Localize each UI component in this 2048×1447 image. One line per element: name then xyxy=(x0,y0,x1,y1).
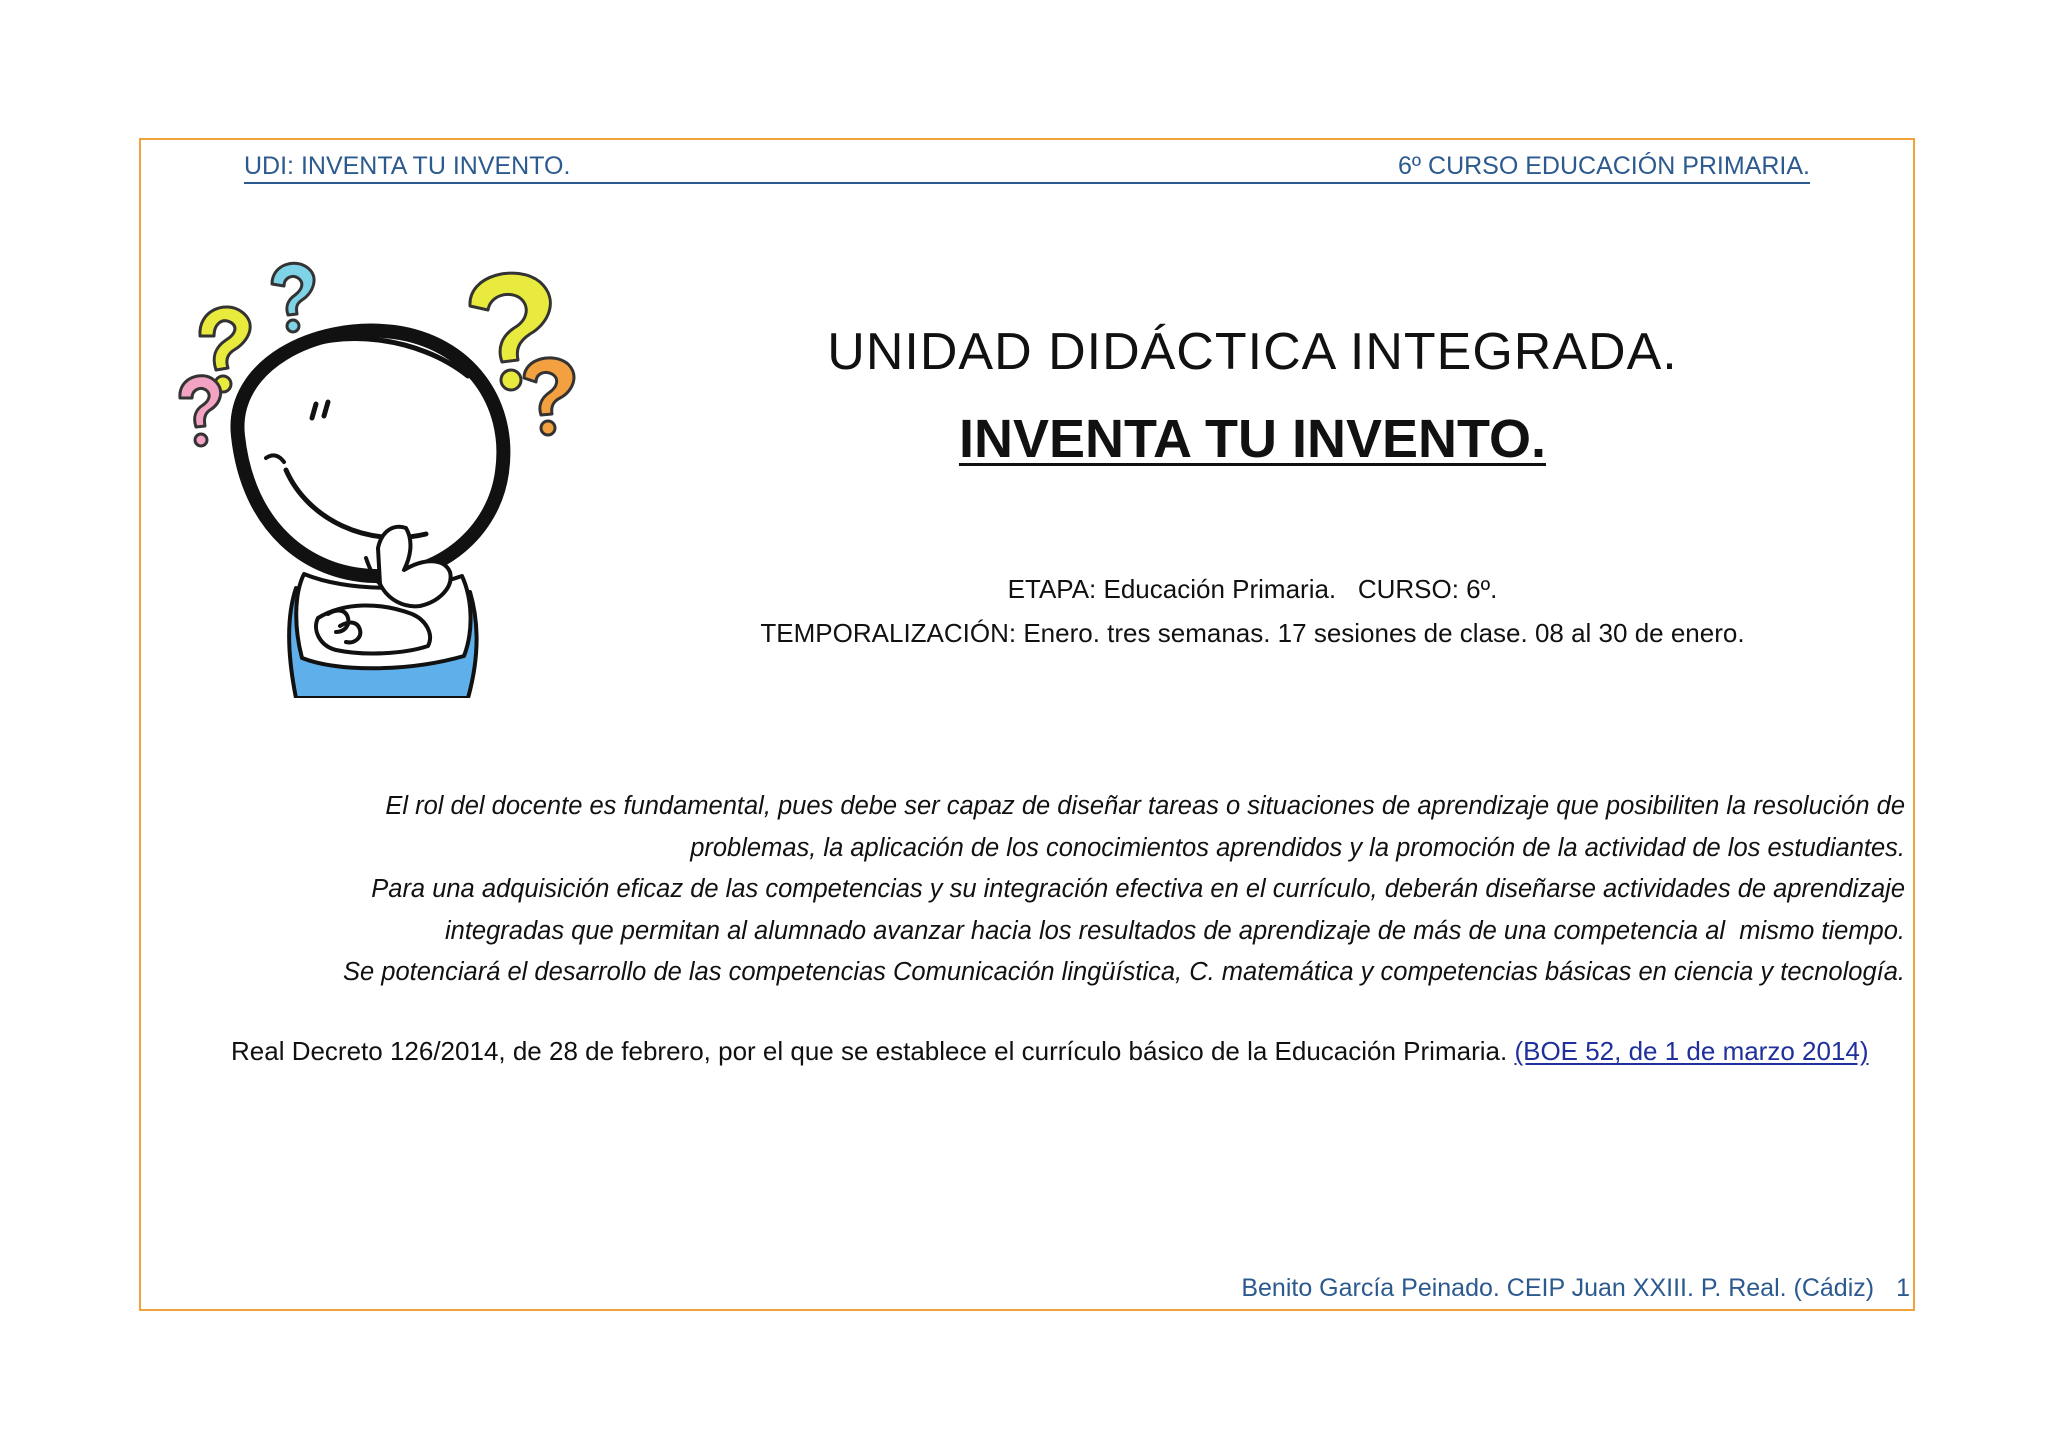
footer-author: Benito García Peinado. CEIP Juan XXIII. P. Real. (Cádiz) xyxy=(1241,1274,1875,1302)
decree-text: Real Decreto 126/2014, de 28 de febrero, por el que se establece el currículo básico de la Educación Primaria. xyxy=(231,1036,1508,1066)
header-unit-title: UDI: INVENTA TU INVENTO. xyxy=(244,152,571,180)
page-header xyxy=(244,150,1810,184)
body-line: El rol del docente es fundamental, pues debe ser capaz de diseñar tareas o situaciones de aprendizaje que posibiliten la resolución de xyxy=(385,792,1905,820)
question-mark-cyan-icon xyxy=(272,263,314,332)
document-subtitle: INVENTA TU INVENTO. xyxy=(958,409,1547,469)
boe-link[interactable]: (BOE 52, de 1 de marzo 2014) xyxy=(1514,1036,1869,1066)
body-line: Se potenciará el desarrollo de las competencias Comunicación lingüística, C. matemática y competencias básicas en ciencia y tecnología. xyxy=(343,958,1905,986)
teacher-role-paragraph xyxy=(265,786,1905,994)
question-mark-orange-icon xyxy=(524,358,574,435)
body-line: Para una adquisición eficaz de las competencias y su integración efectiva en el currículo, deberán diseñarse actividades de aprendizaje xyxy=(371,875,1905,903)
decree-reference xyxy=(231,1036,1869,1067)
page-footer xyxy=(1241,1274,1910,1303)
document-main-title: UNIDAD DIDÁCTICA INTEGRADA. xyxy=(827,323,1678,381)
body-line: problemas, la aplicación de los conocimientos aprendidos y la promoción de la actividad de los estudiantes. xyxy=(690,833,1905,862)
thinking-cartoon-illustration xyxy=(168,258,588,698)
cartoon-head xyxy=(237,331,503,576)
stage-course-info: ETAPA: Educación Primaria. CURSO: 6º. xyxy=(1007,574,1498,604)
page-number: 1 xyxy=(1896,1274,1910,1302)
body-line: integradas que permitan al alumnado avanzar hacia los resultados de aprendizaje de más de una competencia al mismo tiempo. xyxy=(444,916,1905,945)
question-mark-pink-icon xyxy=(180,376,221,446)
header-course: 6º CURSO EDUCACIÓN PRIMARIA. xyxy=(1398,152,1810,180)
timing-info: TEMPORALIZACIÓN: Enero. tres semanas. 17 sesiones de clase. 08 al 30 de enero. xyxy=(760,618,1745,648)
